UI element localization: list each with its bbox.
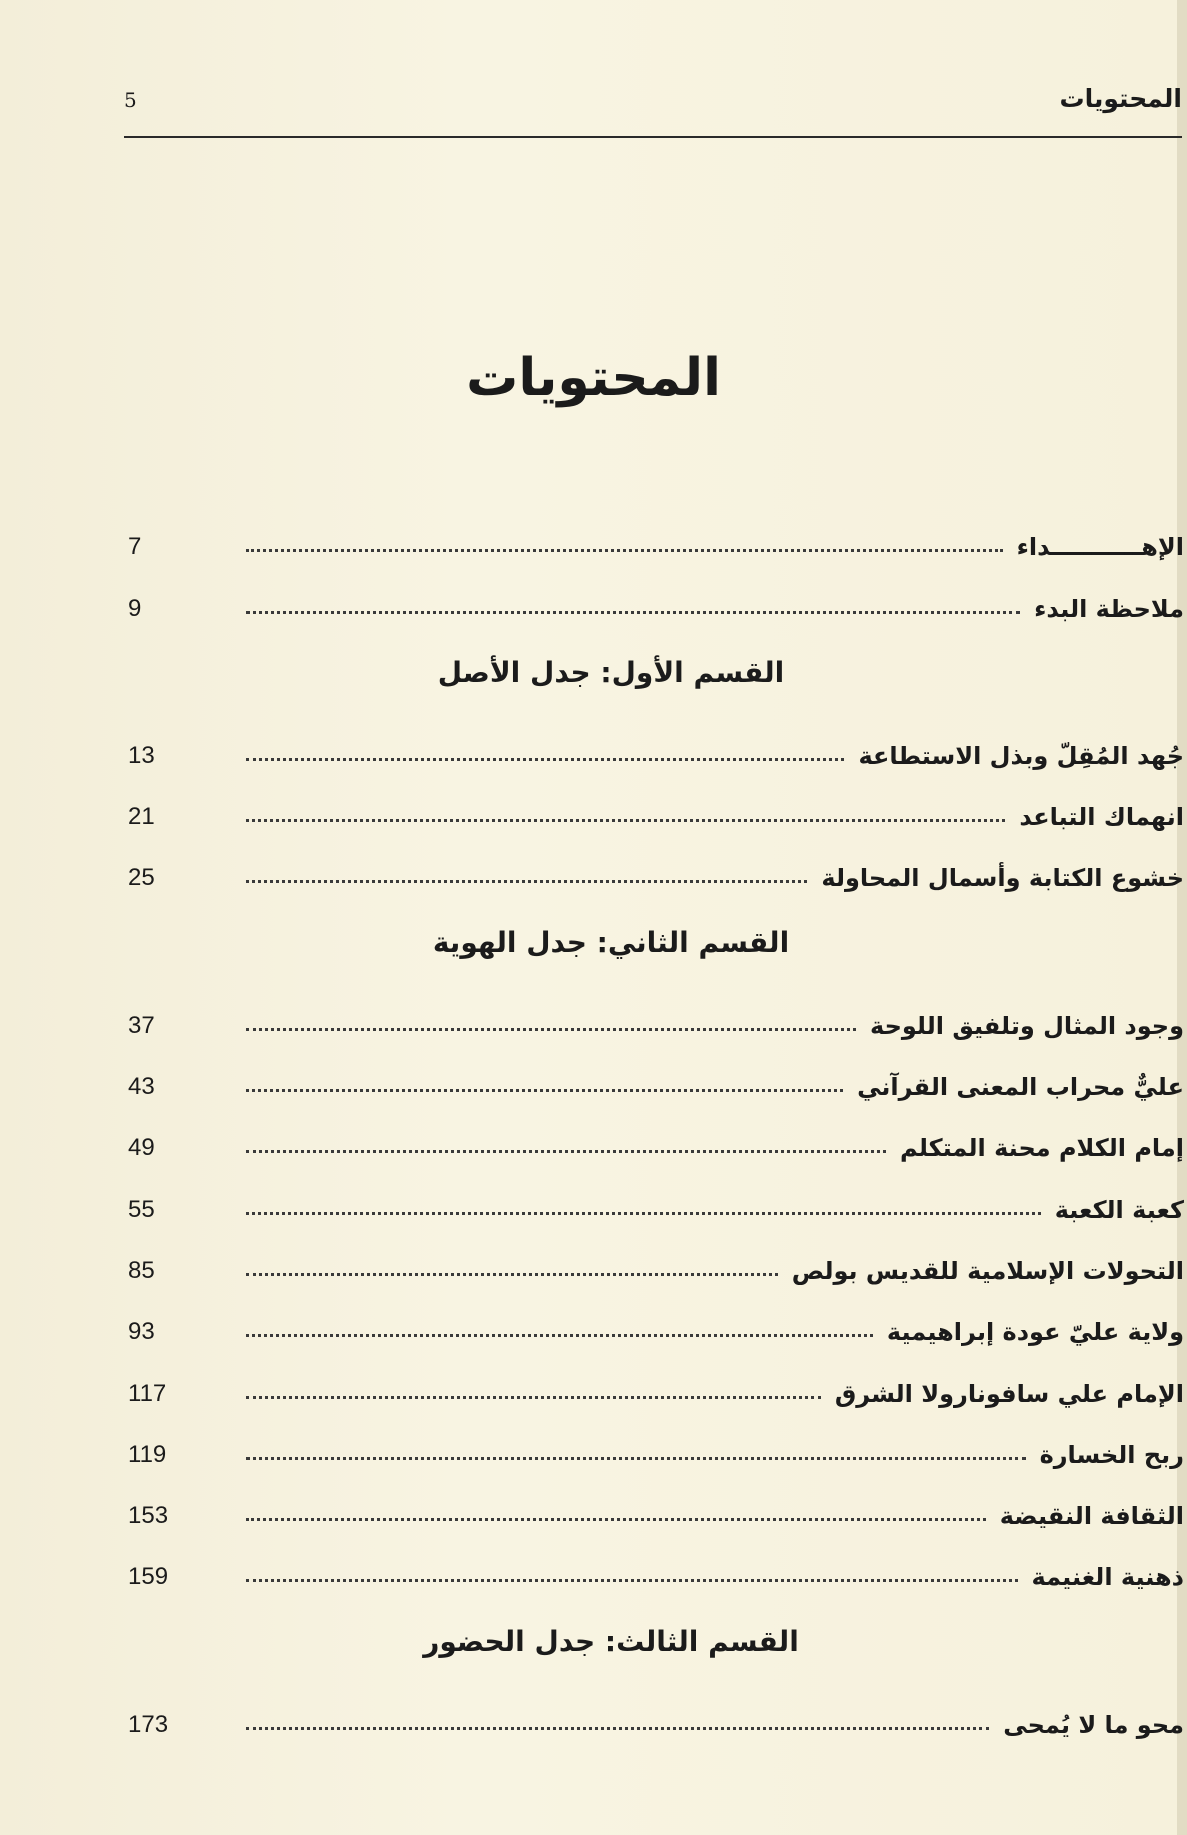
toc-entry-title: وجود المثال وتلفيق اللوحة: [870, 1011, 1184, 1040]
dot-leader: [246, 1028, 856, 1031]
toc-entry[interactable]: [128, 1040, 1184, 1101]
dot-leader: [246, 1457, 1026, 1460]
table-of-contents: [128, 500, 1184, 1739]
toc-entry[interactable]: [128, 1469, 1184, 1530]
toc-entry[interactable]: [128, 1408, 1184, 1469]
toc-entry-title: إمام الكلام محنة المتكلم: [900, 1134, 1184, 1163]
toc-entry-title: محو ما لا يُمحى: [1003, 1710, 1184, 1739]
toc-entry[interactable]: [128, 709, 1184, 770]
section-title: القسم الثالث: جدل الحضور: [423, 1624, 799, 1658]
dot-leader: [246, 1089, 843, 1092]
toc-entry-page: 13: [128, 741, 155, 769]
toc-entry-page: 7: [128, 533, 142, 561]
toc-entry-title: عليٌّ محراب المعنى القرآني: [857, 1073, 1184, 1102]
toc-entry[interactable]: [128, 1162, 1184, 1223]
dot-leader: [246, 1727, 989, 1730]
dot-leader: [246, 1396, 821, 1399]
toc-entry-page: 119: [128, 1440, 167, 1468]
running-header: [124, 80, 1182, 120]
toc-entry-title: انهماك التباعد: [1019, 803, 1184, 832]
header-page-number: 5: [124, 88, 137, 112]
toc-entry[interactable]: [128, 1346, 1184, 1407]
toc-entry[interactable]: [128, 500, 1184, 561]
toc-entry-page: 153: [128, 1502, 169, 1530]
toc-entry-page: 25: [128, 864, 155, 892]
toc-entry-title: الثقافة النقيضة: [999, 1502, 1184, 1531]
toc-entry-page: 49: [128, 1134, 155, 1162]
toc-entry-page: 117: [128, 1379, 167, 1407]
page-title: المحتويات: [466, 348, 721, 408]
dot-leader: [246, 880, 807, 883]
toc-entry[interactable]: [128, 561, 1184, 622]
toc-entry-page: 43: [128, 1073, 155, 1101]
toc-entry-title: كعبة الكعبة: [1054, 1195, 1184, 1224]
toc-entry-page: 173: [128, 1710, 169, 1738]
toc-entry[interactable]: [128, 831, 1184, 892]
header-rule: [124, 136, 1182, 138]
toc-entry-title: جُهد المُقِلّ وبذل الاستطاعة: [858, 741, 1184, 770]
section-heading: [128, 892, 1184, 978]
section-title: القسم الأول: جدل الأصل: [437, 656, 785, 690]
dot-leader: [246, 1212, 1041, 1215]
section-heading: [128, 623, 1184, 709]
toc-entry-page: 85: [128, 1256, 155, 1284]
toc-entry-page: 37: [128, 1011, 155, 1039]
toc-entry-title: التحولات الإسلامية للقديس بولص: [791, 1256, 1184, 1285]
toc-entry-title: الإمام علي سافونارولا الشرق: [834, 1379, 1184, 1408]
toc-entry-page: 9: [128, 594, 142, 622]
dot-leader: [246, 758, 844, 761]
toc-entry-title: خشوع الكتابة وأسمال المحاولة: [821, 864, 1184, 893]
toc-entry[interactable]: [128, 1677, 1184, 1738]
dot-leader: [246, 1273, 778, 1276]
running-title: المحتويات: [1059, 84, 1182, 113]
toc-entry-title: ذهنية الغنيمة: [1031, 1563, 1184, 1592]
dot-leader: [246, 819, 1005, 822]
toc-entry[interactable]: [128, 770, 1184, 831]
toc-entry[interactable]: [128, 1224, 1184, 1285]
toc-entry-page: 93: [128, 1318, 155, 1346]
toc-entry-title: ربح الخسارة: [1039, 1440, 1184, 1469]
toc-entry-page: 159: [128, 1563, 169, 1591]
toc-entry[interactable]: [128, 978, 1184, 1039]
toc-entry[interactable]: [128, 1530, 1184, 1591]
dot-leader: [246, 1518, 986, 1521]
dot-leader: [246, 611, 1020, 614]
toc-entry-title: ملاحظة البدء: [1034, 594, 1184, 623]
dot-leader: [246, 1334, 873, 1337]
section-title: القسم الثاني: جدل الهوية: [432, 925, 790, 959]
toc-entry[interactable]: [128, 1101, 1184, 1162]
dot-leader: [246, 549, 1003, 552]
toc-entry-title: ولاية عليّ عودة إبراهيمية: [886, 1318, 1184, 1347]
dot-leader: [246, 1150, 886, 1153]
section-heading: [128, 1591, 1184, 1677]
toc-entry-title: الإهـــــــــــداء: [1016, 533, 1184, 562]
dot-leader: [246, 1579, 1018, 1582]
toc-entry-page: 21: [128, 803, 155, 831]
toc-entry[interactable]: [128, 1285, 1184, 1346]
toc-entry-page: 55: [128, 1195, 155, 1223]
